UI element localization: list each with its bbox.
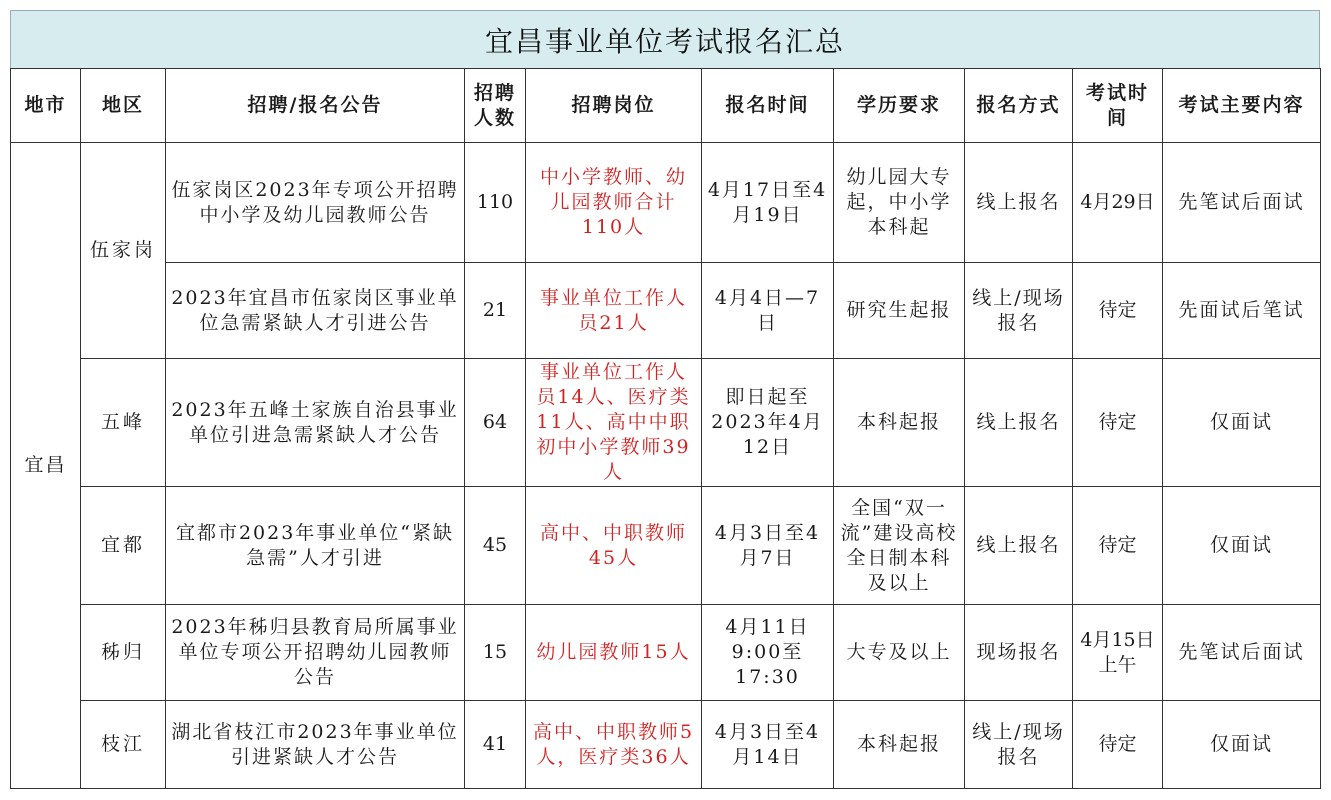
notice-cell: 2023年宜昌市伍家岗区事业单位急需紧缺人才引进公告 (166, 263, 465, 359)
exam-time-cell: 4月29日 (1073, 143, 1163, 263)
title-bar (10, 10, 1320, 68)
table-row (11, 701, 1321, 789)
count-cell: 41 (465, 701, 526, 789)
method-cell: 线上报名 (965, 359, 1073, 487)
header-row (11, 69, 1321, 143)
notice-cell: 2023年秭归县教育局所属事业单位专项公开招聘幼儿园教师公告 (166, 605, 465, 701)
header-count: 招聘人数 (465, 69, 526, 143)
reg-time-cell: 4月3日至4月7日 (702, 487, 834, 605)
position-cell: 幼儿园教师15人 (526, 605, 702, 701)
method-cell: 线上报名 (965, 487, 1073, 605)
education-cell: 研究生起报 (834, 263, 965, 359)
table-row (11, 487, 1321, 605)
exam-time-cell: 待定 (1073, 701, 1163, 789)
exam-time-cell: 待定 (1073, 263, 1163, 359)
header-content: 考试主要内容 (1163, 69, 1321, 143)
count-cell: 21 (465, 263, 526, 359)
education-cell: 幼儿园大专起，中小学本科起 (834, 143, 965, 263)
notice-cell: 2023年五峰土家族自治县事业单位引进急需紧缺人才公告 (166, 359, 465, 487)
exam-time-cell: 4月15日上午 (1073, 605, 1163, 701)
city-cell: 宜昌 (11, 143, 81, 789)
page-title: 宜昌事业单位考试报名汇总 (484, 24, 845, 58)
header-city: 地市 (11, 69, 81, 143)
reg-time-cell: 4月3日至4月14日 (702, 701, 834, 789)
table-row (11, 263, 1321, 359)
notice-cell: 伍家岗区2023年专项公开招聘中小学及幼儿园教师公告 (166, 143, 465, 263)
reg-time-cell: 4月17日至4月19日 (702, 143, 834, 263)
reg-time-cell: 即日起至2023年4月12日 (702, 359, 834, 487)
content-cell: 先笔试后面试 (1163, 605, 1321, 701)
count-cell: 15 (465, 605, 526, 701)
count-cell: 110 (465, 143, 526, 263)
count-cell: 45 (465, 487, 526, 605)
position-cell: 事业单位工作人员21人 (526, 263, 702, 359)
table-row (11, 359, 1321, 487)
table-row (11, 143, 1321, 263)
count-cell: 64 (465, 359, 526, 487)
header-method: 报名方式 (965, 69, 1073, 143)
summary-sheet (10, 10, 1320, 790)
method-cell: 线上/现场报名 (965, 263, 1073, 359)
header-notice: 招聘/报名公告 (166, 69, 465, 143)
district-cell: 伍家岗 (81, 143, 166, 359)
content-cell: 仅面试 (1163, 359, 1321, 487)
reg-time-cell: 4月4日—7日 (702, 263, 834, 359)
content-cell: 先笔试后面试 (1163, 143, 1321, 263)
header-education: 学历要求 (834, 69, 965, 143)
district-cell: 宜都 (81, 487, 166, 605)
recruitment-table (10, 68, 1321, 789)
table-row (11, 605, 1321, 701)
method-cell: 线上报名 (965, 143, 1073, 263)
position-cell: 中小学教师、幼儿园教师合计110人 (526, 143, 702, 263)
district-cell: 五峰 (81, 359, 166, 487)
method-cell: 现场报名 (965, 605, 1073, 701)
education-cell: 本科起报 (834, 701, 965, 789)
district-cell: 秭归 (81, 605, 166, 701)
district-cell: 枝江 (81, 701, 166, 789)
method-cell: 线上/现场报名 (965, 701, 1073, 789)
exam-time-cell: 待定 (1073, 487, 1163, 605)
content-cell: 仅面试 (1163, 701, 1321, 789)
position-cell: 高中、中职教师5人，医疗类36人 (526, 701, 702, 789)
position-cell: 事业单位工作人员14人、医疗类11人、高中中职初中小学教师39人 (526, 359, 702, 487)
education-cell: 本科起报 (834, 359, 965, 487)
header-exam-time: 考试时间 (1073, 69, 1163, 143)
notice-cell: 湖北省枝江市2023年事业单位引进紧缺人才公告 (166, 701, 465, 789)
notice-cell: 宜都市2023年事业单位“紧缺急需”人才引进 (166, 487, 465, 605)
reg-time-cell: 4月11日9:00至17:30 (702, 605, 834, 701)
education-cell: 大专及以上 (834, 605, 965, 701)
header-district: 地区 (81, 69, 166, 143)
header-reg-time: 报名时间 (702, 69, 834, 143)
education-cell: 全国“双一流”建设高校全日制本科及以上 (834, 487, 965, 605)
position-cell: 高中、中职教师45人 (526, 487, 702, 605)
content-cell: 先面试后笔试 (1163, 263, 1321, 359)
content-cell: 仅面试 (1163, 487, 1321, 605)
exam-time-cell: 待定 (1073, 359, 1163, 487)
header-position: 招聘岗位 (526, 69, 702, 143)
